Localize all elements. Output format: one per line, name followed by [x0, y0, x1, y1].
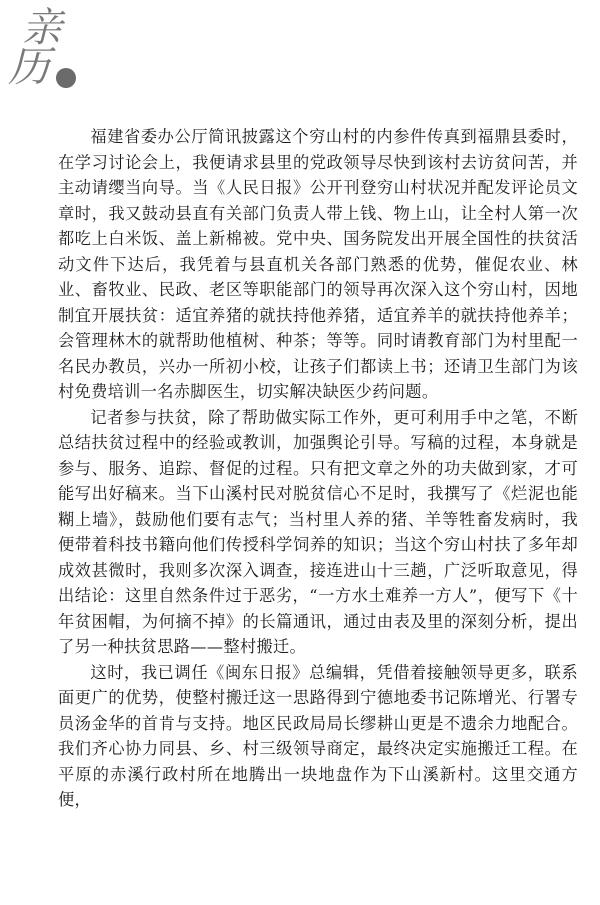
paragraph-3: 这时，我已调任《闽东日报》总编辑，凭借着接触领导更多，联系面更广的优势，使整村搬迁这一思路得到宁德地委书记陈增光、行署专员汤金华的首肯与支持。地区民政局局长缪耕山更是不遗余力地配合。我们齐心协力同县、乡、村三级领导商定，最终决定实施搬迁工程。在平原的赤溪行政村所在地腾出一块地盘作为下山溪新村。这里交通方便， — [58, 662, 578, 809]
paragraph-1: 福建省委办公厅简讯披露这个穷山村的内参件传真到福鼎县委时，在学习讨论会上，我便请求县里的党政领导尽快到该村去访贫问苦，并主动请缨当向导。当《人民日报》公开刊登穷山村状况并配发评论员文章时，我又鼓动县直有关部门负责人带上钱、物上山，让全村人第一次都吃上白米饭、盖上新棉被。党中央、国务院发出开展全国性的扶贫活动文件下达后，我凭着与县直机关各部门熟悉的优势，催促农业、林业、畜牧业、民政、老区等职能部门的领导再次深入这个穷山村，因地制宜开展扶贫：适宜养猪的就扶持他养猪，适宜养羊的就扶持他养羊；会管理林木的就帮助他植树、种茶；等等。同时请教育部门为村里配一名民办教员，兴办一所初小校，让孩子们都读上书；还请卫生部门为该村免费培训一名赤脚医生，切实解决缺医少药问题。 — [58, 127, 578, 401]
header-calligraphy-char-1: 亲 — [22, 5, 62, 51]
paragraph-2: 记者参与扶贫，除了帮助做实际工作外，更可利用手中之笔，不断总结扶贫过程中的经验或教训，加强舆论引导。写稿的过程，本身就是参与、服务、追踪、督促的过程。只有把文章之外的功夫做到家，才可能写出好稿来。当下山溪村民对脱贫信心不足时，我撰写了《烂泥也能糊上墙》，鼓励他们要有志气；当村里人养的猪、羊等牲畜发病时，我便带着科技书籍向他们传授科学饲养的知识；当这个穷山村扶了多年却成效甚微时，我则多次深入调查，接连进山十三趟，广泛听取意见，得出结论：这里自然条件过于恶劣，“一方水土难养一方人”，便写下《十年贫困帽，为何摘不掉》的长篇通讯，通过由表及里的深刻分析，提出了另一种扶贫思路——整村搬迁。 — [58, 407, 578, 656]
header-calligraphy-char-2: 历 — [8, 42, 51, 91]
seal-stamp-icon — [56, 68, 76, 88]
article-body — [58, 124, 578, 813]
column-header-logo — [8, 6, 88, 96]
